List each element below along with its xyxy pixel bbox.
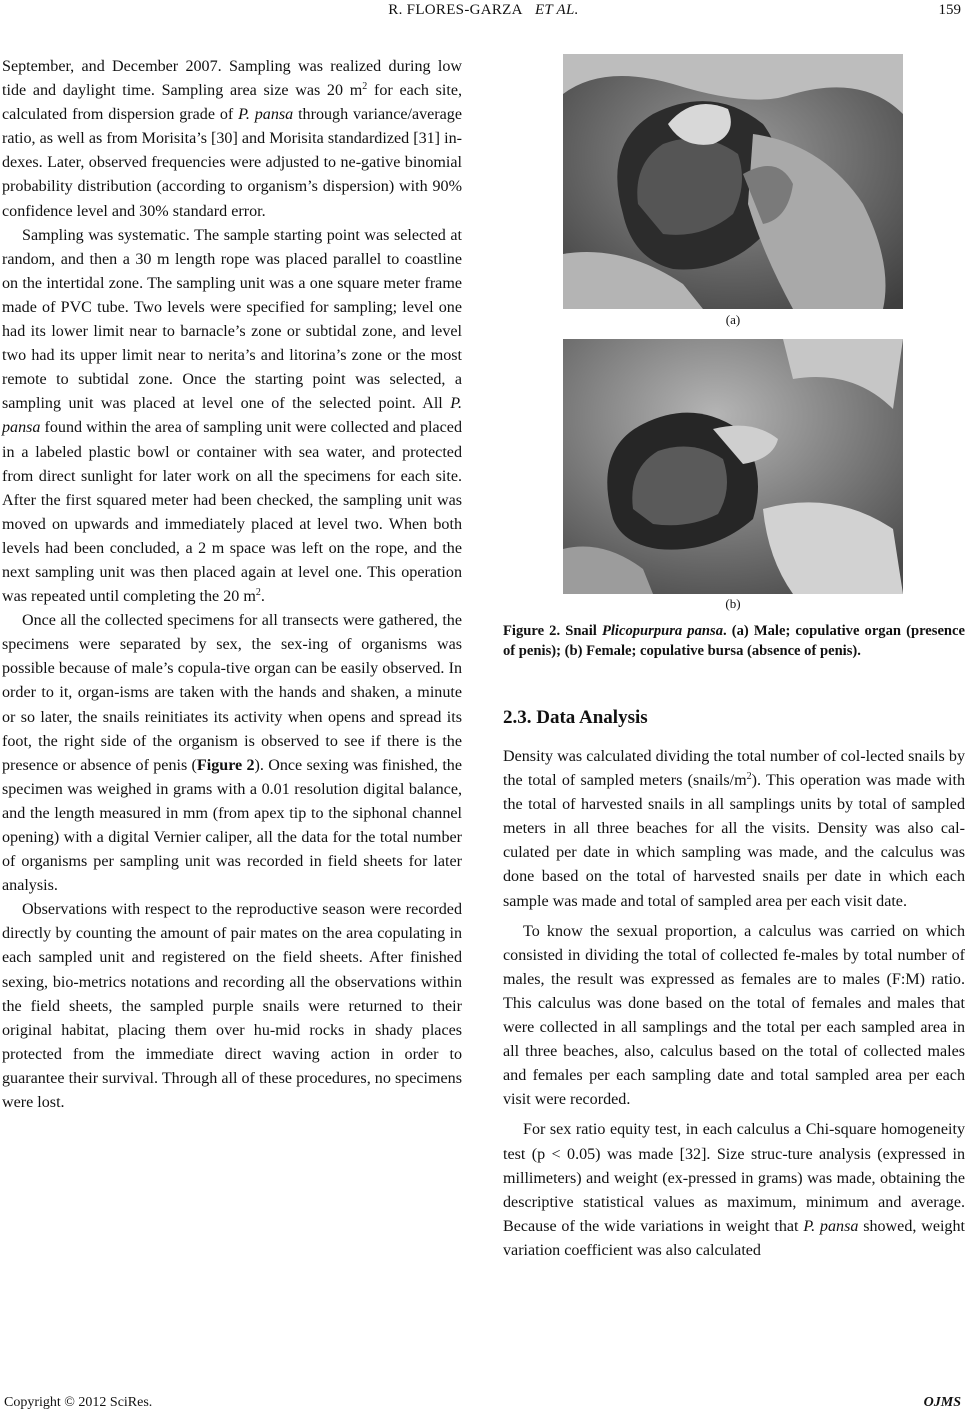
paragraph: For sex ratio equity test, in each calculus a Chi-square homogeneity test (p < 0.05) was made [32]. Size struc-ture analysis (expressed in millimeters) and weight (ex-pressed in grams) was made, obtaining the descriptive statistical values as maximum, minimum and average. Because of the wide variations in weight that P. pansa showed, weight variation coefficient was also calculated bbox=[503, 1121, 965, 1259]
right-column bbox=[503, 745, 965, 1263]
paragraph: Once all the collected specimens for all transects were gathered, the specimens were separated by sex, the sex-ing of organisms was possible because of male’s copula-tive organ can be easily observed. In order to it, organ-isms are taken with the hands and shaken, a minute or so later, the snails reinitiates its activity when opens and spread its foot, the right side of the organism is observed to see if there is the presence or absence of penis (Figure 2). Once sexing was finished, the specimen was weighed in grams with a 0.01 resolution digital balance, and the length measured in mm (from apex tip to the siphonal channel opening) with a digital Vernier caliper, all the data for the total number of organisms per sampling unit was recorded in field sheets for later analysis. bbox=[2, 612, 462, 895]
copyright: Copyright © 2012 SciRes. bbox=[4, 1395, 153, 1410]
running-head bbox=[0, 2, 967, 19]
left-column bbox=[2, 55, 462, 1115]
paragraph: Observations with respect to the reproductive season were recorded directly by counting the amount of pair mates on the area copulating in each sampled unit and registered on the field sheets. After finished sexing, bio-metrics notations and recording all the observations within the field sheets, the sampled purple snails were returned to their original habitat, placing them over hu-mid rocks in shady places protected from the immediate direct waving action in order to guarantee their survival. Through all of these procedures, no specimens were lost. bbox=[2, 901, 462, 1112]
paragraph: To know the sexual proportion, a calculus was carried on which consisted in dividing the total of collected fe-males by total number of males, the result was expressed as females are to males (F:M) ratio. This calculus was done based on the total of females and males that were collected in all samplings and the total per each sampled area in all three beaches, also, calculus based on the total of collected males and females per each sampling date and total sampled area per each visit were recorded. bbox=[503, 922, 965, 1109]
header-authors: R. FLORES-GARZA bbox=[388, 2, 523, 18]
paragraph: Density was calculated dividing the total number of col-lected snails by the total of sampled meters $(snails/m^2)$. This operation was made with the total of harvested snails in all samplings units by total of sampled meters in all three beaches for all the visits. Density was also cal-culated per date in which sampling was made, and the calculus was done based on the total of harvested snails per date in which each sample was made and total of sampled area per each visit date. bbox=[503, 748, 966, 910]
section-title: 2.3. Data Analysis bbox=[503, 707, 648, 728]
figure-2a-photo bbox=[563, 54, 903, 309]
figure-label-b: (b) bbox=[725, 596, 741, 611]
page-header bbox=[0, 0, 967, 30]
header-etal: ET AL. bbox=[534, 2, 579, 18]
journal-name: OJMS bbox=[923, 1395, 961, 1410]
paragraph: Sampling was systematic. The sample starting point was selected at random, and then a 30 m length rope was placed parallel to coastline on the intertidal zone. The sampling unit was a one square meter frame made of PVC tube. Two levels were specified for sampling; level one had its lower limit near to barnacle’s zone or subtidal zone, and level two had its upper limit near to nerita’s and litorina’s zone or the most remote to subtidal zone. Once the starting point was selected, a sampling unit was placed at level one of the selected point. All P. pansa found within the area of sampling unit were collected and placed in a labeled plastic bowl or container with sea water, and protected from direct sunlight for later work on all the specimens for each site. After the first squared meter had been checked, the sampling unit was moved on upwards and immediately placed at level two. When both levels had been concluded, a 2 m space was left on the rope, and the next sampling unit was then placed again at level one. This operation was repeated until completing the 20 $m^2$. bbox=[2, 226, 462, 606]
figure-reference[interactable]: Figure 2 bbox=[196, 756, 255, 774]
page-number: 159 bbox=[938, 2, 961, 18]
figure-caption: Figure 2. Snail Plicopurpura pansa. (a) Male; copulative organ (presence of penis); (b) Female; copulative bursa (absence of penis). bbox=[503, 623, 966, 659]
paragraph: September, and December 2007. Sampling was realized during low tide and daylight time. Sampling area size was 20 $m^2$ for each site, calculated from dispersion grade of P. pansa through variance/average ratio, as well as from Morisita’s [30] and Morisita standardized [31] in-dexes. Later, observed frequencies were adjusted to ne-gative binomial probability distribution (according to organism’s dispersion) with 90% confidence level and 30% standard error. bbox=[2, 58, 463, 220]
figure-2b-photo bbox=[563, 339, 903, 594]
figure-label-a: (a) bbox=[725, 312, 741, 327]
caption-species: Plicopurpura pansa bbox=[601, 623, 723, 639]
